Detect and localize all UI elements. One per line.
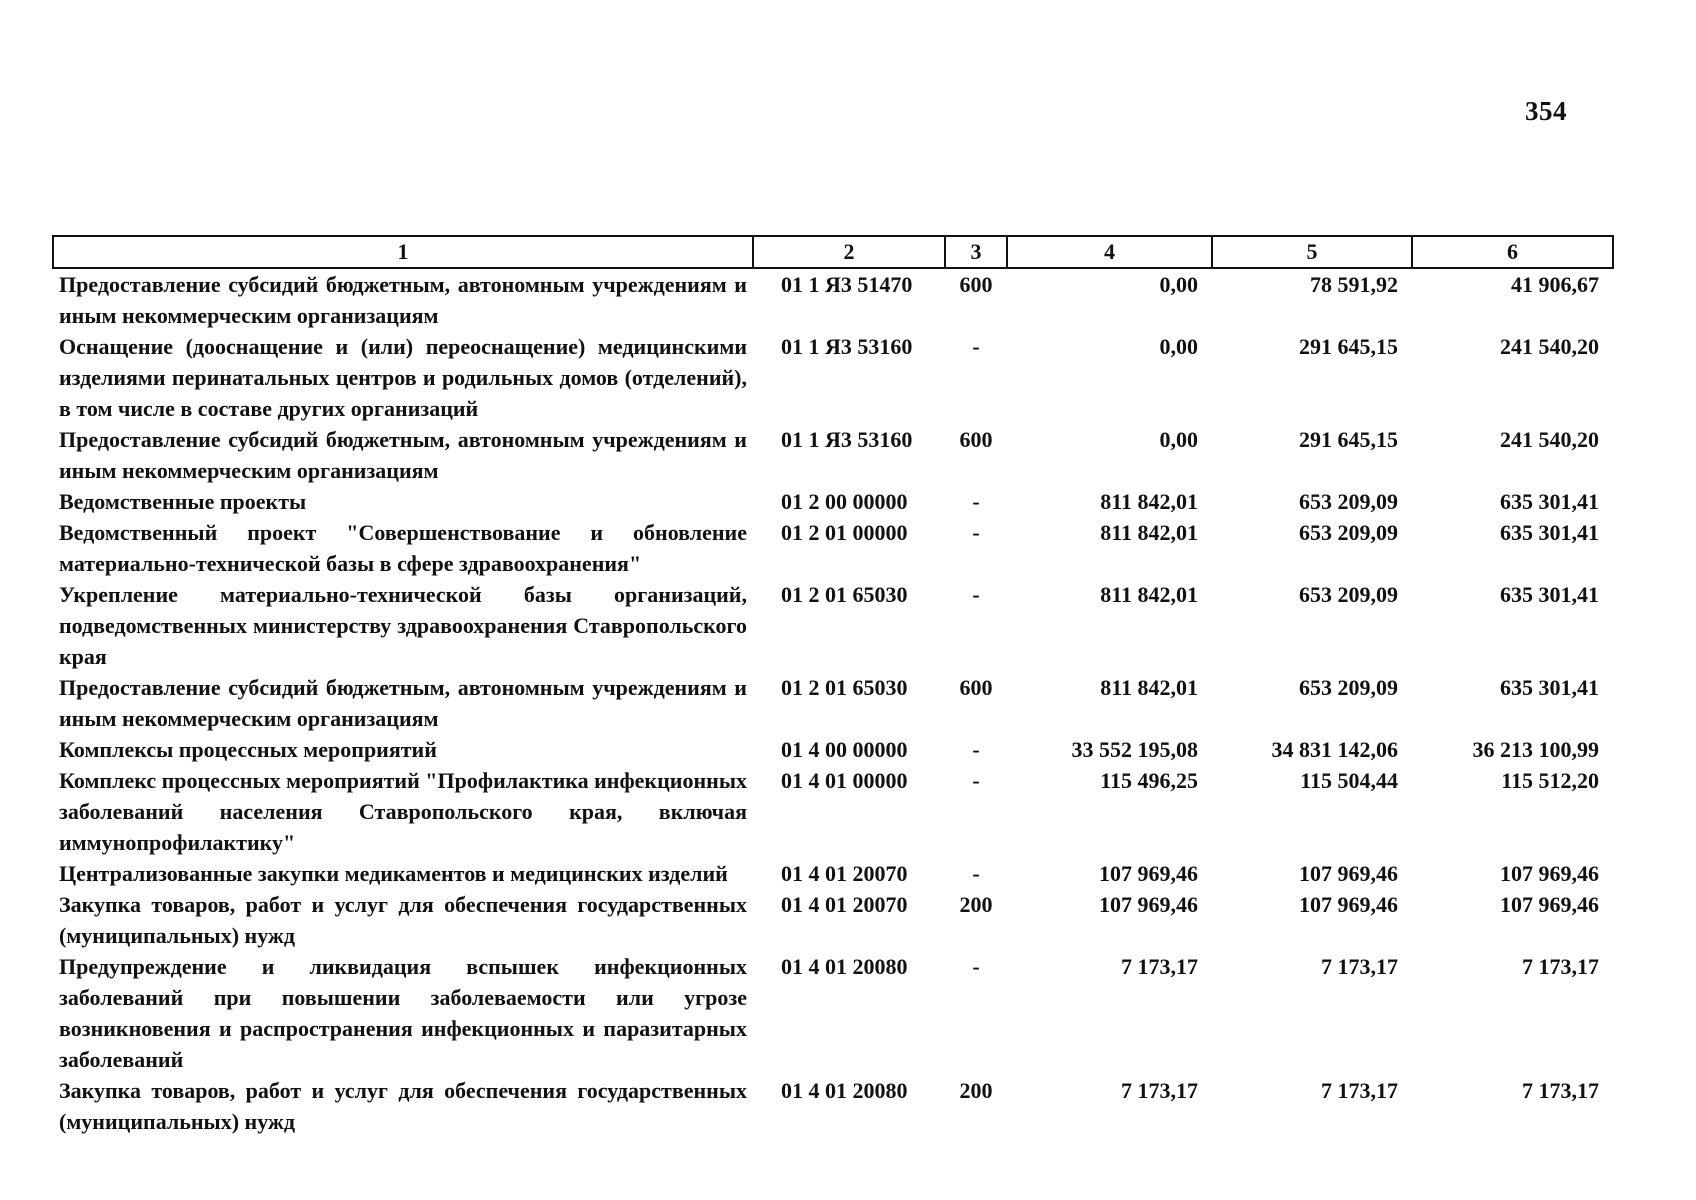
expense-name-cell: Предоставление субсидий бюджетным, автономным учреждениям и иным некоммерческим организациям xyxy=(59,675,747,731)
column-header: 5 xyxy=(1212,236,1412,268)
amount-year1-cell: 0,00 xyxy=(1159,334,1198,359)
target-code-cell: 01 4 01 20070 xyxy=(781,892,908,917)
budget-table xyxy=(52,235,1614,1137)
expense-name-cell: Ведомственные проекты xyxy=(59,489,307,514)
table-row xyxy=(53,1075,1613,1137)
amount-year1-cell: 811 842,01 xyxy=(1100,675,1198,700)
amount-year1-cell: 7 173,17 xyxy=(1121,954,1198,979)
amount-year1-cell: 811 842,01 xyxy=(1100,582,1198,607)
column-header: 3 xyxy=(945,236,1007,268)
table-body xyxy=(53,268,1613,1137)
amount-year2-cell: 653 209,09 xyxy=(1299,520,1398,545)
amount-year3-cell: 7 173,17 xyxy=(1522,954,1599,979)
column-header: 1 xyxy=(53,236,753,268)
page-number: 354 xyxy=(1525,96,1567,126)
amount-year1-cell: 7 173,17 xyxy=(1121,1078,1198,1103)
amount-year1-cell: 107 969,46 xyxy=(1099,861,1198,886)
table-row xyxy=(53,517,1613,579)
target-code-cell: 01 1 Я3 53160 xyxy=(781,334,913,359)
target-code-cell: 01 4 01 20070 xyxy=(781,861,908,886)
amount-year1-cell: 107 969,46 xyxy=(1099,892,1198,917)
expense-name-cell: Укрепление материально-технической базы организаций, подведомственных министерству здравоохранения Ставропольского края xyxy=(59,582,747,669)
amount-year3-cell: 7 173,17 xyxy=(1522,1078,1599,1103)
amount-year2-cell: 653 209,09 xyxy=(1299,489,1398,514)
expense-name-cell: Ведомственный проект "Совершенствование и обновление материально-технической базы в сфере здравоохранения" xyxy=(59,520,747,576)
expense-type-cell: - xyxy=(972,768,980,793)
amount-year2-cell: 653 209,09 xyxy=(1299,675,1398,700)
target-code-cell: 01 2 01 65030 xyxy=(781,582,908,607)
target-code-cell: 01 2 01 00000 xyxy=(781,520,908,545)
amount-year2-cell: 291 645,15 xyxy=(1299,427,1398,452)
amount-year3-cell: 107 969,46 xyxy=(1500,892,1599,917)
amount-year1-cell: 0,00 xyxy=(1159,427,1198,452)
amount-year3-cell: 241 540,20 xyxy=(1500,427,1599,452)
amount-year3-cell: 41 906,67 xyxy=(1511,272,1599,297)
expense-type-cell: 600 xyxy=(959,675,993,700)
amount-year1-cell: 33 552 195,08 xyxy=(1071,737,1198,762)
expense-name-cell: Закупка товаров, работ и услуг для обеспечения государственных (муниципальных) нужд xyxy=(59,1078,747,1134)
amount-year3-cell: 115 512,20 xyxy=(1501,768,1599,793)
amount-year2-cell: 115 504,44 xyxy=(1300,768,1398,793)
amount-year2-cell: 7 173,17 xyxy=(1321,1078,1398,1103)
amount-year1-cell: 115 496,25 xyxy=(1100,768,1198,793)
target-code-cell: 01 2 01 65030 xyxy=(781,675,908,700)
expense-type-cell: 600 xyxy=(959,427,993,452)
column-header: 2 xyxy=(753,236,945,268)
table-row xyxy=(53,672,1613,734)
expense-type-cell: - xyxy=(972,737,980,762)
expense-type-cell: - xyxy=(972,489,980,514)
amount-year3-cell: 107 969,46 xyxy=(1500,861,1599,886)
expense-type-cell: - xyxy=(972,861,980,886)
expense-name-cell: Комплекс процессных мероприятий "Профилактика инфекционных заболеваний населения Ставропольского края, включая иммунопрофилактику" xyxy=(59,768,747,855)
expense-type-cell: 200 xyxy=(959,1078,993,1103)
expense-name-cell: Комплексы процессных мероприятий xyxy=(59,737,437,762)
amount-year1-cell: 811 842,01 xyxy=(1100,520,1198,545)
table-row xyxy=(53,268,1613,331)
target-code-cell: 01 1 Я3 53160 xyxy=(781,427,913,452)
table-header-row xyxy=(53,236,1613,268)
table-row xyxy=(53,579,1613,672)
amount-year3-cell: 241 540,20 xyxy=(1500,334,1599,359)
amount-year2-cell: 653 209,09 xyxy=(1299,582,1398,607)
table-row xyxy=(53,424,1613,486)
amount-year3-cell: 635 301,41 xyxy=(1500,675,1599,700)
amount-year1-cell: 0,00 xyxy=(1159,272,1198,297)
expense-type-cell: - xyxy=(972,334,980,359)
amount-year3-cell: 36 213 100,99 xyxy=(1472,737,1599,762)
expense-name-cell: Предупреждение и ликвидация вспышек инфекционных заболеваний при повышении заболеваемости или угрозе возникновения и распространения инфекционных и паразитарных заболеваний xyxy=(59,954,747,1072)
table-row xyxy=(53,734,1613,765)
expense-type-cell: - xyxy=(972,520,980,545)
table-row xyxy=(53,889,1613,951)
target-code-cell: 01 4 00 00000 xyxy=(781,737,908,762)
expense-name-cell: Предоставление субсидий бюджетным, автономным учреждениям и иным некоммерческим организациям xyxy=(59,272,747,328)
table-row xyxy=(53,765,1613,858)
amount-year2-cell: 7 173,17 xyxy=(1321,954,1398,979)
amount-year1-cell: 811 842,01 xyxy=(1100,489,1198,514)
amount-year2-cell: 291 645,15 xyxy=(1299,334,1398,359)
amount-year2-cell: 78 591,92 xyxy=(1310,272,1398,297)
expense-name-cell: Закупка товаров, работ и услуг для обеспечения государственных (муниципальных) нужд xyxy=(59,892,747,948)
expense-type-cell: 600 xyxy=(959,272,993,297)
target-code-cell: 01 1 Я3 51470 xyxy=(781,272,913,297)
target-code-cell: 01 4 01 20080 xyxy=(781,954,908,979)
amount-year3-cell: 635 301,41 xyxy=(1500,489,1599,514)
amount-year2-cell: 34 831 142,06 xyxy=(1271,737,1398,762)
amount-year3-cell: 635 301,41 xyxy=(1500,520,1599,545)
expense-type-cell: - xyxy=(972,582,980,607)
expense-name-cell: Предоставление субсидий бюджетным, автономным учреждениям и иным некоммерческим организациям xyxy=(59,427,747,483)
target-code-cell: 01 2 00 00000 xyxy=(781,489,908,514)
expense-name-cell: Оснащение (дооснащение и (или) переоснащение) медицинскими изделиями перинатальных центров и родильных домов (отделений), в том числе в составе других организаций xyxy=(59,334,747,421)
amount-year2-cell: 107 969,46 xyxy=(1299,892,1398,917)
amount-year3-cell: 635 301,41 xyxy=(1500,582,1599,607)
target-code-cell: 01 4 01 00000 xyxy=(781,768,908,793)
column-header: 6 xyxy=(1412,236,1613,268)
column-header: 4 xyxy=(1007,236,1212,268)
table-row xyxy=(53,331,1613,424)
target-code-cell: 01 4 01 20080 xyxy=(781,1078,908,1103)
expense-type-cell: 200 xyxy=(959,892,993,917)
expense-name-cell: Централизованные закупки медикаментов и медицинских изделий xyxy=(59,861,728,886)
expense-type-cell: - xyxy=(972,954,980,979)
table-row xyxy=(53,858,1613,889)
table-row xyxy=(53,486,1613,517)
amount-year2-cell: 107 969,46 xyxy=(1299,861,1398,886)
table-row xyxy=(53,951,1613,1075)
